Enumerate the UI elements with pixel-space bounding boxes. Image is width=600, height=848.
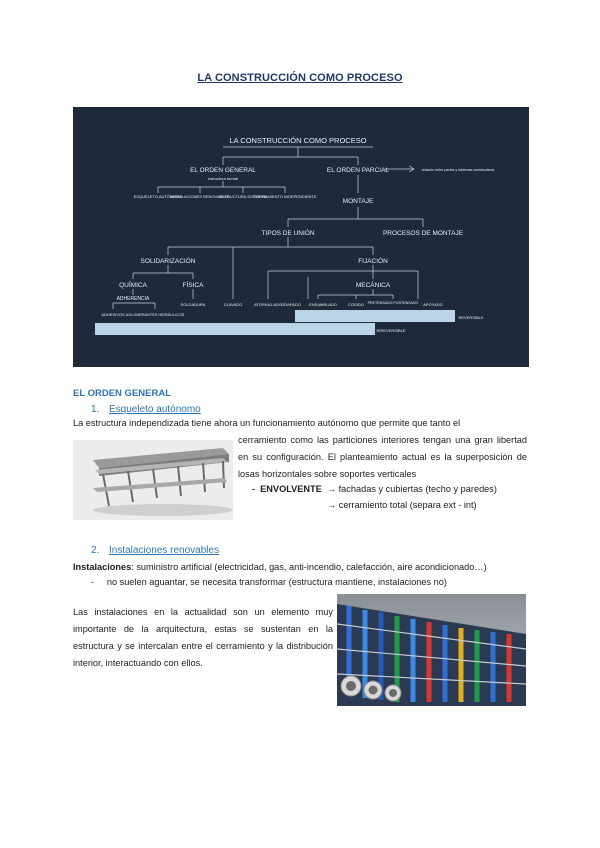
node-ensamblado: ENSAMBLADO <box>309 302 337 307</box>
envolvente-line2: → cerramiento total (separa ext - int) <box>327 500 477 510</box>
node-fijacion: FIJACIÓN <box>358 258 388 265</box>
node-solidarizacion: SOLIDARIZACIÓN <box>140 258 196 265</box>
diagram-labels <box>101 136 494 333</box>
section-heading: EL ORDEN GENERAL <box>73 388 172 399</box>
node-adhesivos: ADHESIVOS <box>101 312 125 317</box>
node-soldadura: SOLDADURA <box>180 302 206 307</box>
instalaciones-paragraph: Las instalaciones en la actualidad son un elemento muy importante de la arquitectura, estas se sustentan en la estructura y se intercalan entre el cerramiento y la distribución interior, interactuando con ellos. <box>73 607 333 668</box>
node-fisica: FÍSICA <box>182 282 204 289</box>
node-adherencia: ADHERENCIA <box>116 296 150 302</box>
building-illustration <box>337 594 526 706</box>
label-reversible: REVERSIBLE <box>458 315 484 320</box>
envolvente-line1 <box>252 481 497 498</box>
node-procesos: PROCESOS DE MONTAJE <box>382 230 464 237</box>
node-cosido: COSIDO <box>348 302 364 307</box>
node-mecanica: MECÁNICA <box>355 282 391 289</box>
node-general: EL ORDEN GENERAL <box>190 167 256 174</box>
node-pretensado: PRETENSADO POSTENSADO <box>367 301 419 305</box>
node-instalaciones: INSTALACIONES RENOVABLES <box>170 194 230 199</box>
node-soporte: ESTRUCTURA SOPORTE <box>219 194 267 199</box>
node-parcial-note: relación entre partes y sistemas constructivos <box>421 168 495 172</box>
envolvente-label: ENVOLVENTE <box>260 484 322 494</box>
node-parcial: EL ORDEN PARCIAL <box>326 167 390 174</box>
node-tipos: TIPOS DE UNIÓN <box>261 230 315 237</box>
bullet-text: no suelen aguantar, se necesita transformar (estructura mantiene, instalaciones no) <box>106 577 447 587</box>
node-clavado: CLAVADO <box>223 302 243 307</box>
node-cerramiento: CERRAMIENTO INDEPENDIENTE <box>253 194 317 199</box>
subheading-number: 1. <box>91 404 100 415</box>
subheading-esqueleto <box>91 404 201 415</box>
page-title: LA CONSTRUCCIÓN COMO PROCESO <box>197 72 403 84</box>
structure-photo <box>73 440 233 520</box>
instalaciones-text: : suministro artificial (electricidad, gas, anti-incendio, calefacción, aire acondicionado…) <box>131 562 487 572</box>
envolvente-dash: - <box>252 484 256 494</box>
node-root: LA CONSTRUCCIÓN COMO PROCESO <box>229 136 367 145</box>
building-photo <box>337 594 526 706</box>
node-aglomerantes: AGLOMERANTES HIDRÁULICOS <box>125 313 185 317</box>
envolvente-arrow1: → fachadas y cubiertas (techo y paredes) <box>326 484 497 494</box>
subheading2-number: 2. <box>91 545 100 556</box>
structure-illustration <box>73 440 233 520</box>
instalaciones-bold: Instalaciones <box>73 562 132 572</box>
subheading-instalaciones <box>91 545 219 556</box>
subheading-label: Esqueleto autónomo <box>109 404 201 415</box>
paragraph-rest: cerramiento como las particiones interiores tengan una gran libertad en su configuración. El planteamiento actual es la superposición de losas horizontales sobre soportes verticales <box>238 435 527 479</box>
bullet-line <box>91 574 447 591</box>
node-esqueleto: ESQUELETO AUTÓNOMO <box>133 194 183 199</box>
node-quimica: QUÍMICA <box>119 282 147 289</box>
node-apoyado: APOYADO <box>423 302 443 307</box>
irreversible-bar <box>95 323 375 335</box>
bullet-dash: - <box>91 577 95 587</box>
node-general-sub: estructura formal <box>207 176 239 181</box>
node-montaje: MONTAJE <box>342 198 374 205</box>
process-diagram <box>73 107 529 367</box>
node-atornillado: ATORNILLADO <box>254 302 282 307</box>
reversible-bar <box>295 310 455 322</box>
diagram-svg <box>73 107 529 367</box>
node-grapado: GRAPADO <box>281 302 301 307</box>
label-irreversible: IRREVERSIBLE <box>376 328 406 333</box>
subheading2-label: Instalaciones renovables <box>109 545 220 556</box>
paragraph-line1: La estructura independizada tiene ahora un funcionamiento autónomo que permite que tanto el <box>73 418 461 428</box>
